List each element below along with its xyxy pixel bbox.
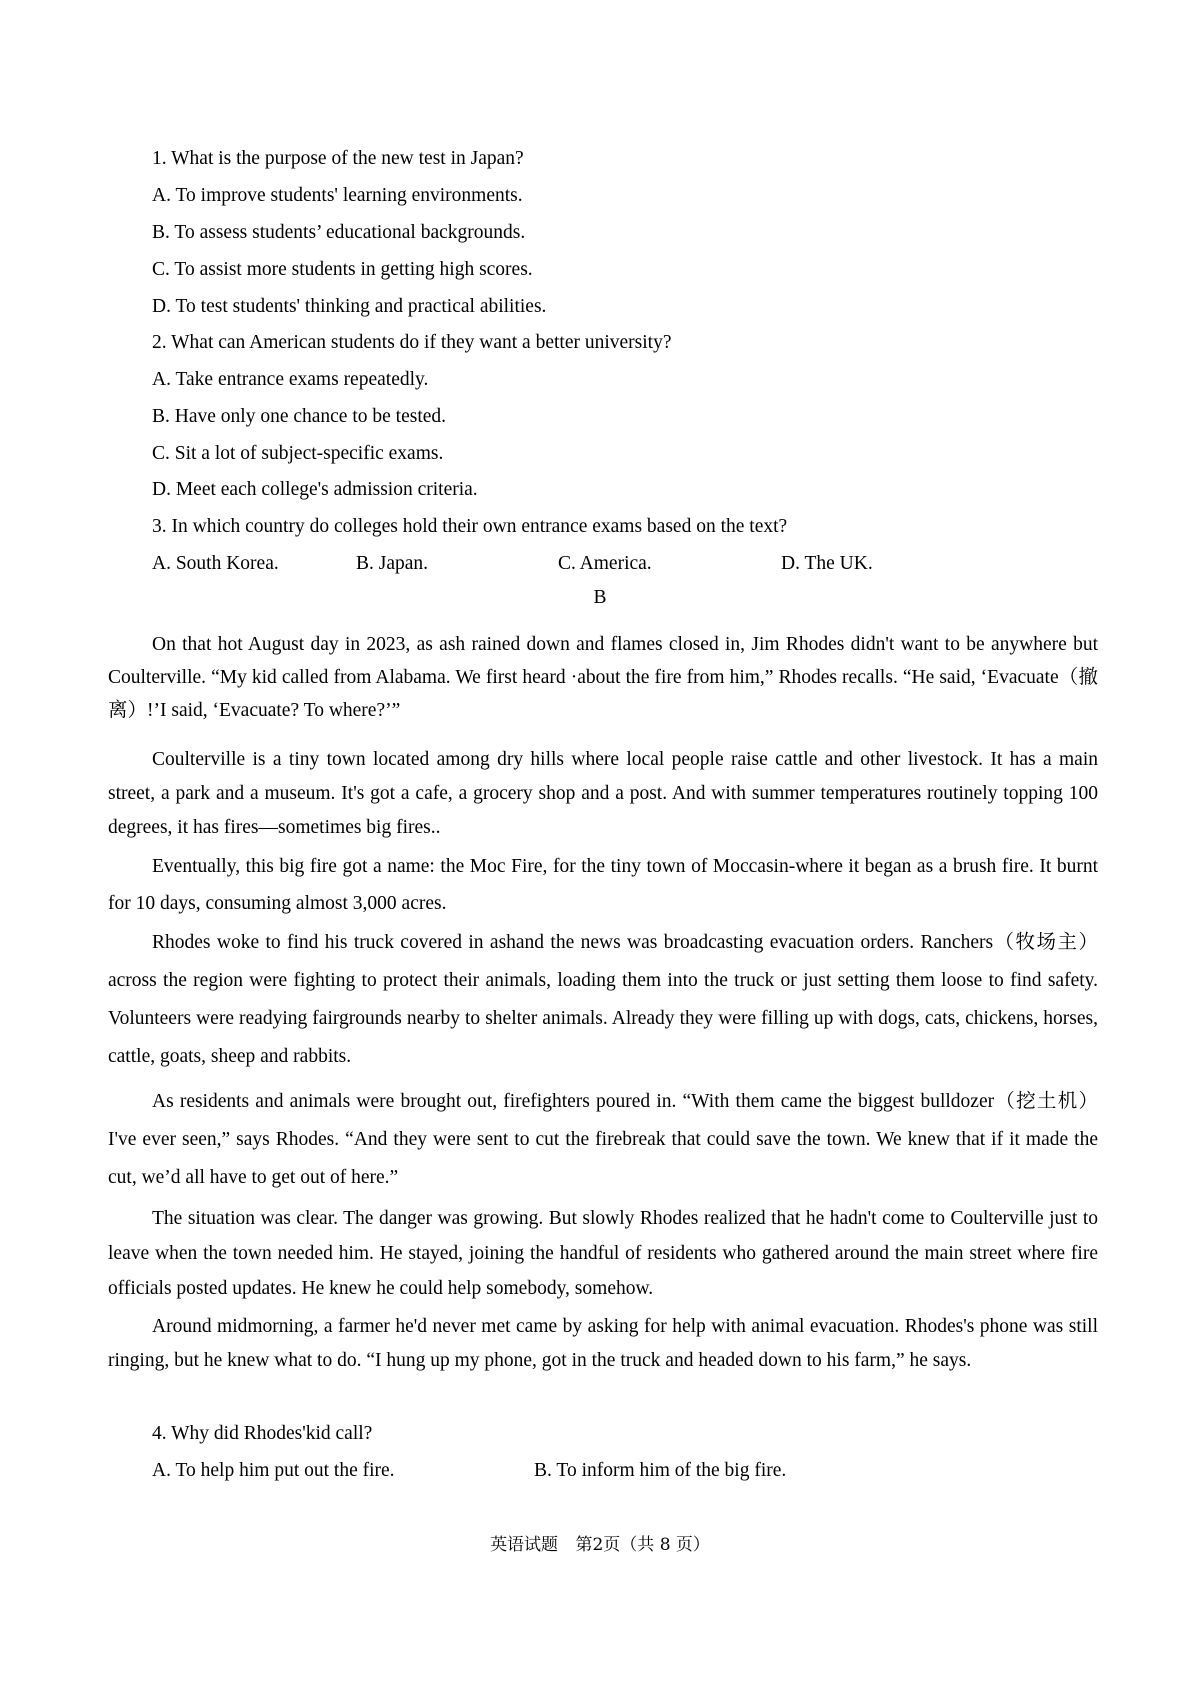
- question-3-option-d: D. The UK.: [781, 553, 873, 574]
- paragraph-text: Rhodes woke to find his truck covered in ashand the news was broadcasting evacuation orders. Ranchers（牧场主） across the region were fighting to protect their animals, loading them into the truck or just setting them loose to find safety. Volunteers were readying fairgrounds nearby to shelter animals. Already they were filling up with dogs, cats, chickens, horses, cattle, goats, sheep and rabbits.: [108, 932, 1098, 1067]
- footer-page-number: 第2页（共 8 页）: [575, 1535, 710, 1555]
- question-3-option-b: B. Japan.: [356, 553, 429, 574]
- paragraph-text: Eventually, this big fire got a name: the Moc Fire, for the tiny town of Moccasin-where it began as a brush fire. It burnt for 10 days, consuming almost 3,000 acres.: [108, 856, 1098, 914]
- page-footer: [0, 1530, 1200, 1555]
- paragraph-text: Coulterville is a tiny town located among dry hills where local people raise cattle and other livestock. It has a main street, a park and a museum. It's got a cafe, a grocery shop and a post. And with summer temperatures routinely topping 100 degrees, it has fires—sometimes big fires..: [108, 749, 1098, 838]
- question-3-option-a: A. South Korea.: [152, 553, 279, 574]
- question-3-option-c: C. America.: [558, 553, 652, 574]
- question-1-stem: 1. What is the purpose of the new test in Japan?: [152, 148, 524, 169]
- paragraph-text: On that hot August day in 2023, as ash rained down and flames closed in, Jim Rhodes didn't want to be anywhere but Coulterville. “My kid called from Alabama. We first heard ·about the fire from him,” Rhodes recalls. “He said, ‘Evacuate（撤离）!’I said, ‘Evacuate? To where?’”: [108, 634, 1098, 721]
- paragraph-text: The situation was clear. The danger was growing. But slowly Rhodes realized that he hadn't come to Coulterville just to leave when the town needed him. He stayed, joining the handful of residents who gathered around the main street where fire officials posted updates. He knew he could help somebody, somehow.: [108, 1208, 1098, 1299]
- passage-paragraph: [108, 743, 1098, 845]
- question-4-option-a: A. To help him put out the fire.: [152, 1460, 395, 1481]
- question-3-stem: 3. In which country do colleges hold their own entrance exams based on the text?: [152, 516, 788, 537]
- passage-paragraph: [108, 848, 1098, 922]
- question-2-stem: 2. What can American students do if they want a better university?: [152, 332, 672, 353]
- section-b-label: B: [593, 587, 607, 608]
- passage-paragraph: [108, 1201, 1098, 1306]
- question-4-stem: 4. Why did Rhodes'kid call?: [152, 1423, 373, 1444]
- question-1-option-d: D. To test students' thinking and practical abilities.: [152, 296, 547, 317]
- paragraph-text: As residents and animals were brought out, firefighters poured in. “With them came the biggest bulldozer（挖土机）I've ever seen,” says Rhodes. “And they were sent to cut the firebreak that could save the town. We knew that if it made the cut, we’d all have to get out of here.”: [108, 1091, 1098, 1188]
- passage-paragraph: [108, 924, 1098, 1076]
- question-4-option-b: B. To inform him of the big fire.: [534, 1460, 787, 1481]
- paragraph-text: Around midmorning, a farmer he'd never met came by asking for help with animal evacuation. Rhodes's phone was still ringing, but he knew what to do. “I hung up my phone, got in the truck and headed down to his farm,” he says.: [108, 1316, 1098, 1371]
- question-2-option-b: B. Have only one chance to be tested.: [152, 406, 447, 427]
- passage-paragraph: [108, 628, 1098, 727]
- footer-subject: 英语试题: [490, 1535, 559, 1555]
- question-1-option-c: C. To assist more students in getting high scores.: [152, 259, 533, 280]
- question-1-option-b: B. To assess students’ educational backgrounds.: [152, 222, 526, 243]
- question-2-option-c: C. Sit a lot of subject-specific exams.: [152, 443, 444, 464]
- question-1-option-a: A. To improve students' learning environments.: [152, 185, 523, 206]
- question-2-option-a: A. Take entrance exams repeatedly.: [152, 369, 429, 390]
- question-2-option-d: D. Meet each college's admission criteria.: [152, 479, 478, 500]
- passage-paragraph: [108, 1310, 1098, 1378]
- passage-paragraph: [108, 1083, 1098, 1197]
